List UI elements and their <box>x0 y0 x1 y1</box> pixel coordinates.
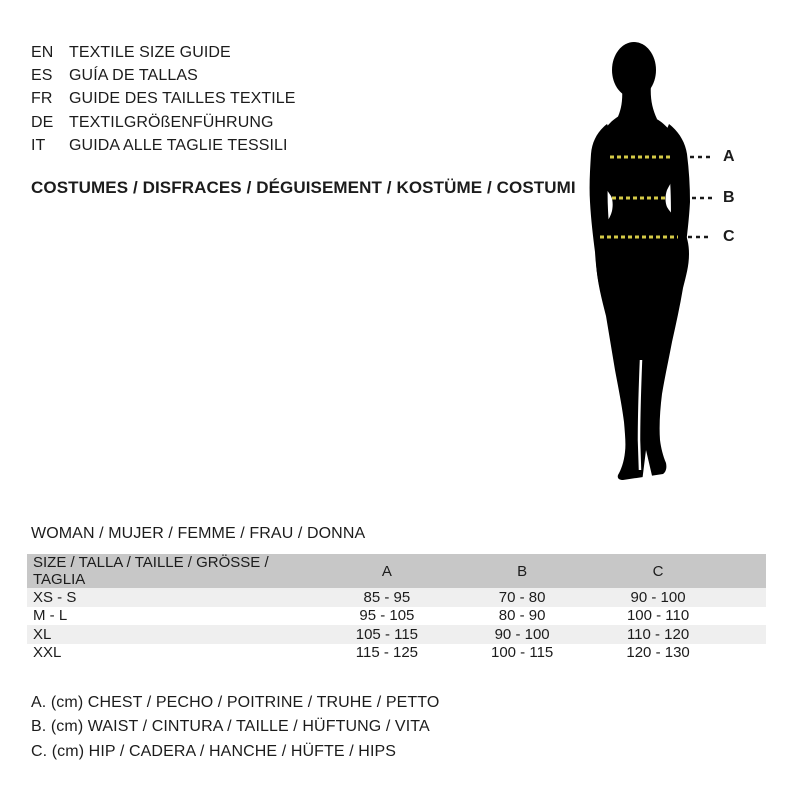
language-code: ES <box>31 67 53 85</box>
measure-notes <box>31 691 439 764</box>
language-row <box>31 135 296 158</box>
size-cell: XS - S <box>27 588 317 607</box>
hip-column-header: C <box>652 562 664 580</box>
marker-label-hip: C <box>723 228 735 245</box>
chest-column-header: A <box>381 562 392 580</box>
size-cell: XXL <box>33 644 62 662</box>
size-table <box>27 554 766 662</box>
measure-note: A. (cm) CHEST / PECHO / POITRINE / TRUHE / PETTO <box>31 694 440 712</box>
hip-range-cell: 90 - 100 <box>587 588 766 607</box>
waist-range-cell: 90 - 100 <box>457 625 587 644</box>
language-code: IT <box>31 137 46 155</box>
size-column-header: SIZE / TALLA / TAILLE / GRÖSSE / TAGLIA <box>33 554 269 588</box>
chest-range-cell: 85 - 95 <box>317 588 457 607</box>
language-code: FR <box>31 90 53 108</box>
silhouette-neck <box>617 84 657 119</box>
figure-area <box>575 30 740 500</box>
language-label: GUÍA DE TALLAS <box>69 67 198 85</box>
woman-silhouette-figure <box>575 30 740 500</box>
language-label: GUIDA ALLE TAGLIE TESSILI <box>69 137 288 155</box>
language-row <box>31 88 296 111</box>
size-table-row <box>27 644 766 663</box>
language-code: EN <box>31 43 54 61</box>
chest-range-cell: 95 - 105 <box>359 607 415 625</box>
size-table-row <box>27 588 766 607</box>
hip-range-cell: 110 - 120 <box>587 625 766 644</box>
category-title: COSTUMES / DISFRACES / DÉGUISEMENT / KOSTÜME / COSTUMI <box>31 178 576 197</box>
language-label: GUIDE DES TAILLES TEXTILE <box>69 90 296 108</box>
size-table-row <box>27 607 766 626</box>
marker-label-waist: B <box>723 189 735 206</box>
chest-range-cell: 115 - 125 <box>355 644 419 662</box>
language-label: TEXTILE SIZE GUIDE <box>69 43 231 61</box>
waist-range-cell: 80 - 90 <box>498 607 546 625</box>
language-row <box>31 64 296 87</box>
language-row <box>31 41 296 64</box>
size-table-header-row <box>27 554 766 588</box>
language-list <box>31 41 296 158</box>
hip-range-cell: 120 - 130 <box>626 644 690 662</box>
language-row <box>31 111 296 134</box>
section-title-woman: WOMAN / MUJER / FEMME / FRAU / DONNA <box>31 525 366 542</box>
measure-note: C. (cm) HIP / CADERA / HANCHE / HÜFTE / HIPS <box>31 742 397 760</box>
hip-range-cell: 100 - 110 <box>626 607 690 625</box>
waist-range-cell: 100 - 115 <box>490 644 554 662</box>
waist-range-cell: 70 - 80 <box>457 588 587 607</box>
size-cell: M - L <box>33 607 68 625</box>
chest-range-cell: 105 - 115 <box>317 625 457 644</box>
language-code: DE <box>31 113 54 131</box>
measure-note: B. (cm) WAIST / CINTURA / TAILLE / HÜFTUNG / VITA <box>31 718 430 736</box>
language-label: TEXTILGRÖßENFÜHRUNG <box>69 113 274 131</box>
waist-column-header: B <box>517 562 528 580</box>
size-table-row <box>27 625 766 644</box>
marker-label-chest: A <box>723 148 735 165</box>
size-cell: XL <box>27 625 317 644</box>
